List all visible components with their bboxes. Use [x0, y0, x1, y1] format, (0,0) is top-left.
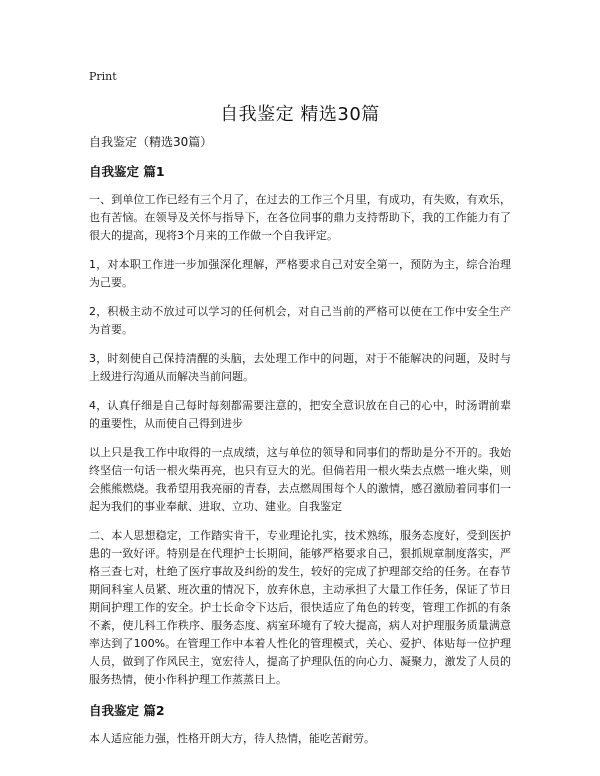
section-heading: 自我鉴定 篇2 [89, 703, 165, 718]
paragraph: 4，认真仔细是自己每时每刻都需要注意的，把安全意识放在自己的心中，时汤谓前辈的重要性，从而使自己得到进步 [89, 399, 511, 430]
page-title: 自我鉴定 精选30篇 [220, 104, 380, 125]
section-heading: 自我鉴定 篇1 [89, 164, 165, 179]
paragraph: 1，对本职工作进一步加强深化理解，严格要求自己对安全第一，预防为主，综合治理为己要。 [89, 258, 511, 289]
section-2 [89, 703, 511, 748]
paragraph: 以上只是我工作中取得的一点成绩，这与单位的领导和同事们的帮助是分不开的。我始终坚信一句话一根火柴再亮，也只有豆大的光。但倘若用一根火柴去点燃一堆火柴，则会熊熊燃烧。我希望用我亮丽的青春，去点燃周围每个人的激情，感召激励着同事们一起为我们的事业奉献、进取、立功、建业。自我鉴定 [89, 446, 511, 513]
paragraph: 本人适应能力强，性格开朗大方，待人热情，能吃苦耐劳。 [89, 732, 375, 745]
print-link[interactable]: Print [89, 70, 117, 83]
document-subtitle: 自我鉴定（精选30篇） [89, 135, 213, 149]
paragraph: 2，积极主动不放过可以学习的任何机会，对自己当前的严格可以使在工作中安全生产为首要。 [89, 305, 511, 336]
document-body [89, 134, 511, 759]
paragraph: 一、到单位工作已经有三个月了，在过去的工作三个月里，有成功，有失败，有欢乐，也有苦恼。在领导及关怀与指导下，在各位同事的鼎力支持帮助下，我的工作能力有了很大的提高，现将3个月来的工作做一个自我评定。 [89, 193, 511, 242]
section-1 [89, 164, 511, 689]
paragraph: 3，时刻使自己保持清醒的头脑，去处理工作中的问题，对于不能解决的问题，及时与上级进行沟通从而解决当前问题。 [89, 352, 511, 383]
paragraph: 二、本人思想稳定，工作踏实肯干，专业理论扎实，技术熟练，服务态度好，受到医护患的一致好评。特别是在代理护士长期间，能够严格要求自己，狠抓规章制度落实，严格三查七对，杜绝了医疗事故及纠纷的发生，较好的完成了护理部交给的任务。在春节期间科室人员紧、班次重的情况下，放弃休息，主动承担了大量工作任务，保证了节日期间护理工作的安全。护士长命令下达后，很快适应了角色的转变，管理工作抓的有条不紊，使儿科工作秩序、服务态度、病室环境有了较大提高，病人对护理服务质量满意率达到了100%。在管理工作中本着人性化的管理模式，关心、爱护、体贴每一位护理人员，做到了作风民主，宽宏待人，提高了护理队伍的向心力、凝聚力，激发了人员的服务热情，使小作科护理工作蒸蒸日上。 [89, 529, 511, 686]
